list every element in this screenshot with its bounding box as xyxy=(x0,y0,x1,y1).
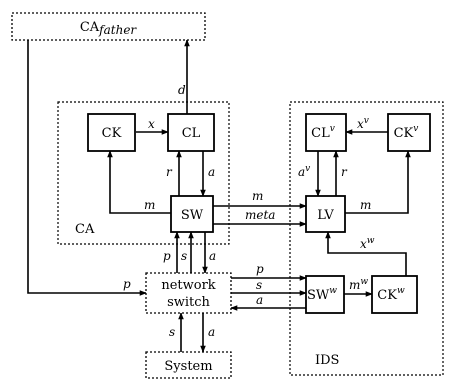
edge-label-x: x xyxy=(148,117,155,131)
edge-sw-to-ck xyxy=(110,151,171,213)
ck-node xyxy=(88,114,135,151)
ca-father-subscript: father xyxy=(99,23,137,37)
sw-w-label: SW xyxy=(307,288,330,303)
edge-label-a-v: a xyxy=(298,165,306,179)
svg-text:av xyxy=(298,164,310,179)
svg-text:xw xyxy=(360,236,375,251)
sw-node xyxy=(171,196,213,232)
edge-label-meta: meta xyxy=(245,208,276,222)
ck-v-superscript: v xyxy=(413,124,419,134)
svg-text:xv xyxy=(357,116,369,131)
edge-label-r-ca: r xyxy=(166,165,172,179)
edge-label-a-ids: a xyxy=(256,293,264,307)
lv-label: LV xyxy=(317,208,334,223)
edge-label-a-ca: a xyxy=(208,165,216,179)
edge-label-m-w-sup: w xyxy=(360,277,369,287)
ca-region-label: CA xyxy=(75,222,95,237)
edge-label-p-ids: p xyxy=(256,262,264,276)
svg-text:CAfather xyxy=(80,20,138,37)
edge-label-x-w: x xyxy=(360,237,367,251)
ck-label: CK xyxy=(101,126,122,141)
edge-label-m-lv-ckv: m xyxy=(360,198,372,212)
ck-w-node xyxy=(372,276,417,313)
ck-w-label: CK xyxy=(377,288,397,303)
cl-v-superscript: v xyxy=(329,124,335,134)
cl-v-label: CL xyxy=(311,126,330,141)
sw-w-superscript: w xyxy=(329,286,337,296)
edge-lv-to-ck-v xyxy=(345,151,408,213)
system-label: System xyxy=(164,359,213,374)
edge-label-m-sw-lv: m xyxy=(252,189,264,203)
network-switch-node xyxy=(146,273,231,313)
network-switch-label-line2: switch xyxy=(167,295,210,310)
network-switch-label-line1: network xyxy=(161,278,216,293)
ck-v-label: CK xyxy=(393,126,414,141)
ca-father-node xyxy=(12,13,205,40)
edge-label-x-w-sup: w xyxy=(366,236,375,246)
edge-label-a-v-sup: v xyxy=(305,164,311,174)
ca-father-label: CA xyxy=(79,20,100,35)
sw-label: SW xyxy=(180,208,204,223)
edge-ca-father-to-network-switch xyxy=(28,40,146,293)
edge-label-a-sys: a xyxy=(208,325,216,339)
lv-node xyxy=(306,196,345,232)
edge-label-x-v: x xyxy=(357,117,364,131)
edge-label-a-sw: a xyxy=(209,249,217,263)
edge-label-x-v-sup: v xyxy=(363,116,369,126)
cl-label: CL xyxy=(181,126,201,141)
edge-label-d: d xyxy=(178,83,186,97)
sw-w-node xyxy=(306,276,344,313)
ck-v-node xyxy=(388,114,430,151)
system-node xyxy=(146,352,231,378)
edge-label-p-sw: p xyxy=(163,249,171,263)
edge-label-s-sw: s xyxy=(181,249,188,263)
ck-w-superscript: w xyxy=(396,286,405,296)
svg-text:mw xyxy=(349,277,368,292)
ids-region-label: IDS xyxy=(315,353,340,368)
edge-label-p-father: p xyxy=(123,277,131,291)
edge-label-s-sys: s xyxy=(169,325,176,339)
edge-label-r-ids: r xyxy=(341,165,347,179)
edge-label-s-ids: s xyxy=(256,278,263,292)
edge-label-m-sw-ck: m xyxy=(144,198,156,212)
cl-node xyxy=(168,114,214,151)
cl-v-node xyxy=(306,114,346,151)
edge-label-m-w: m xyxy=(349,278,361,292)
